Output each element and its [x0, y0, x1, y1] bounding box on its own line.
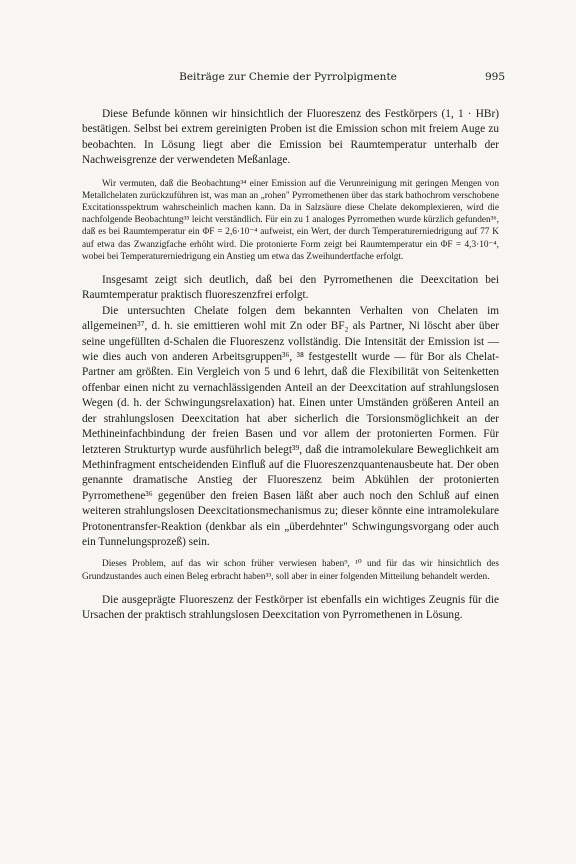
- page-header: [0, 71, 576, 87]
- paragraph-chelates: Die untersuchten Chelate folgen dem bekannten Verhalten von Chelaten im allgemeinen³⁷, d. h. sie emittieren wohl mit Zn oder BF₂ als Partner, Ni löscht aber über seine ungefüllten d-Schalen die Fluoreszenz vollständig. Die Intensität der Emission ist — wie dies auch von anderen Arbeitsgruppen³⁶, ³⁸ festgestellt wurde — für Bor als Chelat-Partner am größten. Ein Vergleich von 5 und 6 lehrt, daß die Flexibilität von Seitenketten offenbar einen nicht zu vernachlässigenden Anteil an der Deexcitation auf strahlungslosen Wegen (d. h. der Schwingungsrelaxation) hat. Einen unter Umständen größeren Anteil an der strahlungslosen Deexcitation hat aber sicherlich die Torsionsmöglichkeit an der Methineinfachbindung der freien Basen und vor allem der protonierten Formen. Für letzteren Strukturtyp wurde ausführlich belegt³⁹, daß die intramolekulare Beweglichkeit am Methinfragment entscheidenden Einfluß auf die Fluoreszenzquantenausbeute hat. Der oben genannte dramatische Anstieg der Fluoreszenz beim Abkühlen der protonierten Pyrromethene³⁶ gegenüber den freien Basen läßt aber auch noch den Schluß auf einen weiteren strahlungslosen Deexcitationsmechanismus zu; dieser könnte eine intramolekulare Protonentransfer-Reaktion (denkbar als ein „überdehnter" Schwingungsvorgang oder auch ein Tunnelungsprozeß) sein.: [82, 304, 499, 548]
- running-title: Beiträge zur Chemie der Pyrrolpigmente: [179, 71, 397, 83]
- article-body: [82, 107, 499, 624]
- note-paragraph-emission: Wir vermuten, daß die Beobachtung³⁴ einer Emission auf die Verunreinigung mit geringen Mengen von Metallchelaten zurückzuführen ist, was man an „rohen" Pyrromethenen über das stark bathochrom verschobene Excitationsspektrum wahrscheinlich machen kann. Da in Salzsäure diese Chelate dekomplexieren, wird die nachfolgende Beobachtung³⁵ leicht verständlich. Für ein zu 1 analoges Pyrromethen wurde kürzlich gefunden³⁶, daß es bei Raumtemperatur ein ΦF = 2,6·10⁻⁴ aufweist, ein Wert, der durch Temperaturerniedrigung auf 77 K auf etwa das Zwanzigfache erhöht wird. Die protonierte Form zeigt bei Raumtemperatur ein ΦF = 4,3·10⁻⁴, wobei bei Temperaturerniedrigung ein Anstieg um etwa das Zweihundertfache erfolgt.: [82, 178, 499, 262]
- paragraph-fluorescence-solid: Diese Befunde können wir hinsichtlich der Fluoreszenz des Festkörpers (1, 1 · HBr) bestätigen. Selbst bei extrem gereinigten Proben ist die Emission schon mit freiem Auge zu beobachten. In Lösung liegt aber die Emission bei Raumtemperatur unterhalb der Nachweisgrenze der verwendeten Meßanlage.: [82, 108, 499, 167]
- page-number: 995: [484, 71, 505, 83]
- paragraph-summary: Insgesamt zeigt sich deutlich, daß bei den Pyrromethenen die Deexcitation bei Raumtemperatur praktisch fluoreszenzfrei erfolgt.: [82, 274, 499, 302]
- paragraph-conclusion: Die ausgeprägte Fluoreszenz der Festkörper ist ebenfalls ein wichtiges Zeugnis für die Ursachen der praktisch strahlungslosen Deexcitation von Pyrromethenen in Lösung.: [82, 593, 499, 622]
- note-paragraph-problem: Dieses Problem, auf das wir schon früher verwiesen haben⁹, ¹⁰ und für das wir hinsichtlich des Grundzustandes auch einen Beleg erbracht haben³³, soll aber in einer folgenden Mitteilung behandelt werden.: [82, 559, 499, 582]
